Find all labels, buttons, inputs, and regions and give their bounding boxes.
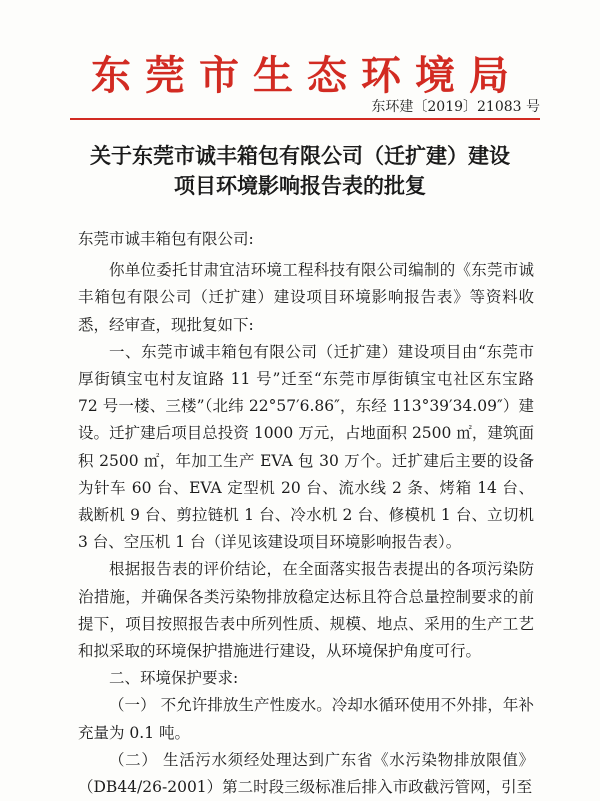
title-line-2: 项目环境影响报告表的批复 (174, 173, 426, 198)
title-line-1: 关于东莞市诚丰箱包有限公司（迁扩建）建设 (90, 143, 510, 168)
salutation: 东莞市诚丰箱包有限公司: (78, 230, 254, 248)
header-divider (70, 118, 540, 120)
document-number: 东环建〔2019〕21083 号 (371, 99, 540, 115)
paragraph-intro: 你单位委托甘肃宜洁环境工程科技有限公司编制的《东莞市诚丰箱包有限公司（迁扩建）建设项目环境影响报告表》等资料收悉，经审查，现批复如下: (78, 261, 534, 334)
paragraph-requirement-1: （一） 不允许排放生产性废水。冷却水循环使用不外排，年补充量为 0.1 吨。 (78, 696, 534, 742)
paragraph-assessment-conclusion: 根据报告表的评价结论，在全面落实报告表提出的各项污染防治措施，并确保各类污染物排放稳定达标且符合总量控制要求的前提下，项目按照报告表中所列性质、规模、地点、采用的生产工艺和拟采取的环境保护措施进行建设，从环境保护角度可行。 (78, 560, 534, 661)
document-title (40, 141, 560, 201)
agency-header: 东莞市生态环境局 (91, 52, 523, 99)
section-heading-requirements: 二、环境保护要求: (109, 669, 239, 688)
paragraph-requirement-2: （二） 生活污水须经处理达到广东省《水污染物排放限值》（DB44/26-2001）第二时段三级标准后排入市政截污管网，引至 (78, 750, 534, 797)
paragraph-project-description: 一、东莞市诚丰箱包有限公司（迁扩建）建设项目由“东莞市厚街镇宝屯村友谊路 11 号”迁至“东莞市厚街镇宝屯社区东宝路 72 号一楼、三楼”（北纬 22°57′6.86″，东经 113°39′34.09″）建设。迁扩建后项目总投资 1000 万元，占地面积 2500 ㎡，建筑面积 2500 ㎡，年加工生产 EVA 包 30 万个。迁扩建后主要的设备为针车 60 台、EVA 定型机 20 台、流水线 2 条、烤箱 14 台、裁断机 9 台、剪拉链机 1 台、冷水机 2 台、修模机 1 台、立切机 3 台、空压机 1 台（详见该建设项目环境影响报告表）。 (78, 342, 534, 552)
document-body (78, 226, 534, 801)
